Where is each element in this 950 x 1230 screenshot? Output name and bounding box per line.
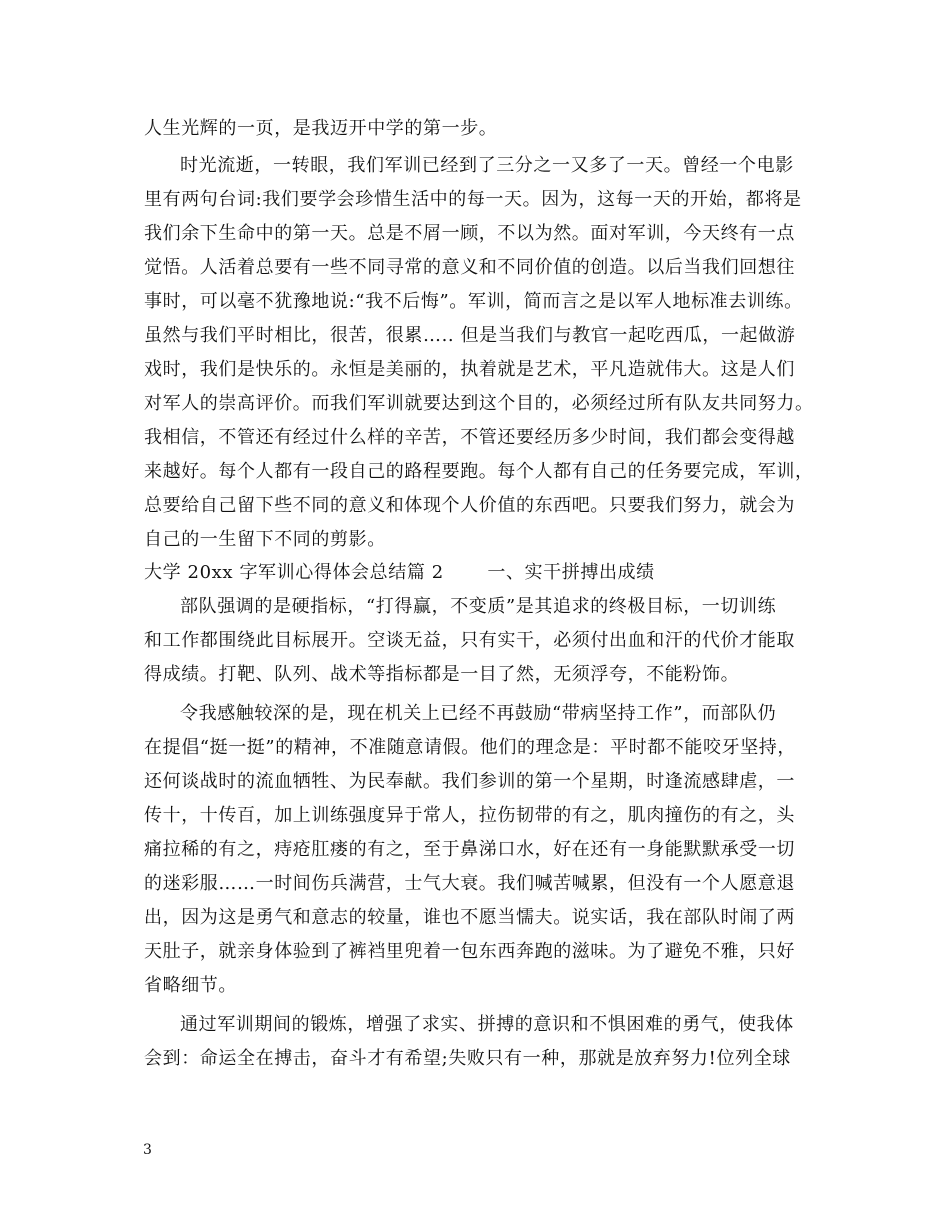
section-heading: 大学 20xx 字军训心得体会总结篇 2 一、实干拼搏出成绩 xyxy=(144,562,655,583)
text-line: 我相信，不管还有经过什么样的辛苦，不管还要经历多少时间，我们都会变得越 xyxy=(144,427,795,448)
text-line: 我们余下生命中的第一天。总是不屑一顾，不以为然。面对军训，今天终有一点 xyxy=(144,223,795,244)
text-line: 省略细节。 xyxy=(144,975,237,996)
text-line: 还何谈战时的流血牺牲、为民奉献。我们参训的第一个星期，时逢流感肆虐，一 xyxy=(144,771,795,792)
page-number: 3 xyxy=(143,1142,152,1158)
text-line: 部队强调的是硬指标，“打得赢，不变质”是其追求的终极目标，一切训练 xyxy=(180,596,777,617)
text-line: 在提倡“挺一挺”的精神，不准随意请假。他们的理念是：平时都不能咬牙坚持， xyxy=(144,737,797,758)
text-line: 通过军训期间的锻炼，增强了求实、拼搏的意识和不惧困难的勇气，使我体 xyxy=(180,1014,794,1035)
text-line: 觉悟。人活着总要有一些不同寻常的意义和不同价值的创造。以后当我们回想往 xyxy=(144,257,795,278)
text-line: 得成绩。打靶、队列、战术等指标都是一目了然，无须浮夸，不能粉饰。 xyxy=(144,664,740,685)
text-line: 痛拉稀的有之，痔疮肛瘘的有之，至于鼻涕口水，好在还有一身能默默承受一切 xyxy=(144,839,795,860)
text-line: 虽然与我们平时相比，很苦，很累….. 但是当我们与教官一起吃西瓜，一起做游 xyxy=(144,325,796,346)
text-line: 天肚子，就亲身体验到了裤裆里兜着一包东西奔跑的滋味。为了避免不雅，只好 xyxy=(144,941,795,962)
text-line: 来越好。每个人都有一段自己的路程要跑。每个人都有自己的任务要完成，军训， xyxy=(144,461,814,482)
text-line: 时光流逝，一转眼，我们军训已经到了三分之一又多了一天。曾经一个电影 xyxy=(180,155,794,176)
text-line: 的迷彩服……一时间伤兵满营，士气大衰。我们喊苦喊累，但没有一个人愿意退 xyxy=(144,873,795,894)
text-line: 对军人的崇高评价。而我们军训就要达到这个目的，必须经过所有队友共同努力。 xyxy=(144,393,814,414)
text-line: 传十，十传百，加上训练强度异于常人，拉伤韧带的有之，肌肉撞伤的有之，头 xyxy=(144,805,795,826)
text-line: 戏时，我们是快乐的。永恒是美丽的，执着就是艺术，平凡造就伟大。这是人们 xyxy=(144,359,795,380)
text-line: 里有两句台词:我们要学会珍惜生活中的每一天。因为，这每一天的开始，都将是 xyxy=(144,189,802,210)
text-line: 出，因为这是勇气和意志的较量，谁也不愿当懦夫。说实话，我在部队时闹了两 xyxy=(144,907,795,928)
text-line: 总要给自己留下些不同的意义和体现个人价值的东西吧。只要我们努力，就会为 xyxy=(144,495,795,516)
text-line: 事时，可以毫不犹豫地说:“我不后悔”。军训，简而言之是以军人地标准去训练。 xyxy=(144,291,803,312)
text-line: 会到：命运全在搏击，奋斗才有希望;失败只有一种，那就是放弃努力!位列全球 xyxy=(144,1048,791,1069)
text-line: 自己的一生留下不同的剪影。 xyxy=(144,529,386,550)
text-line: 和工作都围绕此目标展开。空谈无益，只有实干，必须付出血和汗的代价才能取 xyxy=(144,630,795,651)
text-line: 人生光辉的一页，是我迈开中学的第一步。 xyxy=(144,118,498,139)
text-line: 令我感触较深的是，现在机关上已经不再鼓励“带病坚持工作”，而部队仍 xyxy=(180,703,777,724)
